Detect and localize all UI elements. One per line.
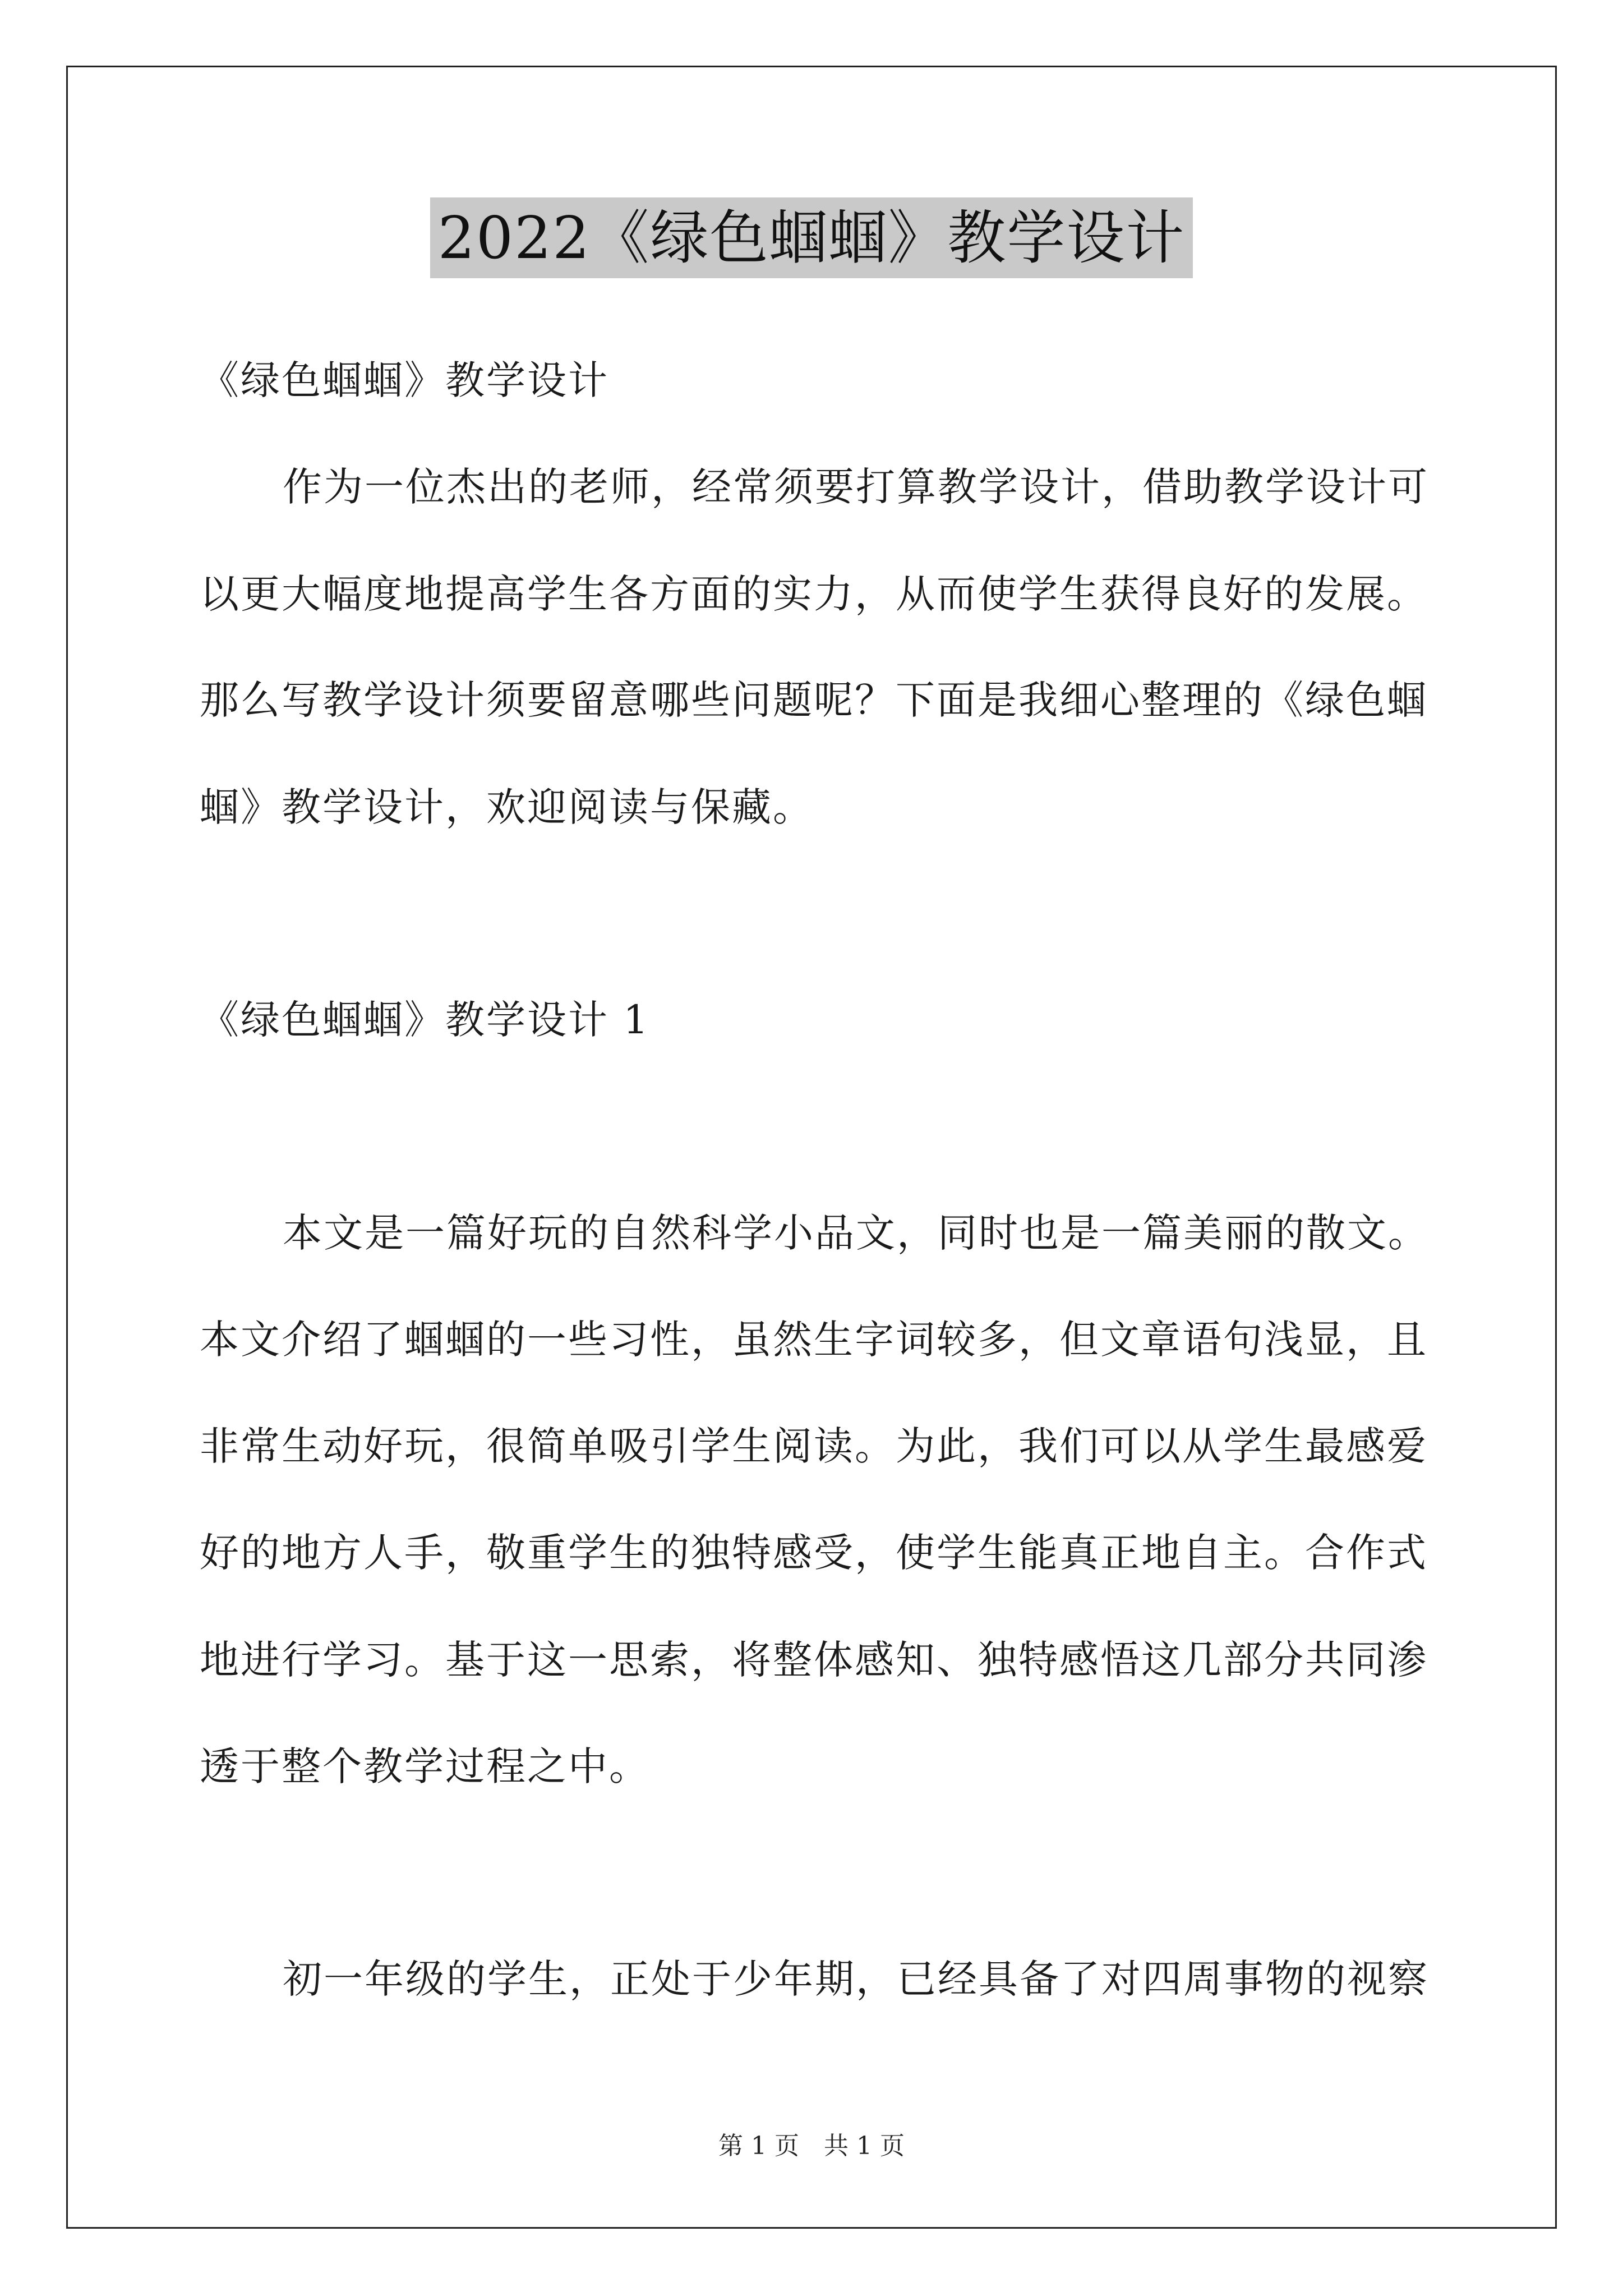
document-title: 2022《绿色蝈蝈》教学设计 [430, 197, 1193, 278]
body-line-7: 初一年级的学生，正处于少年期，已经具备了对四周事物的视察 [283, 1956, 1429, 2002]
body-line-5: 地进行学习。基于这一思索，将整体感知、独特感悟这几部分共同渗 [200, 1637, 1428, 1683]
body-line-1: 本文是一篇好玩的自然科学小品文，同时也是一篇美丽的散文。 [283, 1210, 1429, 1256]
intro-line-1: 作为一位杰出的老师，经常须要打算教学设计，借助教学设计可 [283, 464, 1429, 510]
intro-line-4: 蝈》教学设计，欢迎阅读与保藏。 [200, 784, 814, 830]
section-heading: 《绿色蝈蝈》教学设计 1 [200, 997, 650, 1043]
title-container [0, 197, 1623, 278]
body-line-4: 好的地方人手，敬重学生的独特感受，使学生能真正地自主。合作式 [200, 1530, 1428, 1576]
body-line-3: 非常生动好玩，很简单吸引学生阅读。为此，我们可以从学生最感爱 [200, 1423, 1428, 1469]
subtitle-line: 《绿色蝈蝈》教学设计 [200, 357, 609, 403]
intro-line-3: 那么写教学设计须要留意哪些问题呢？下面是我细心整理的《绿色蝈 [200, 677, 1428, 723]
intro-line-2: 以更大幅度地提高学生各方面的实力，从而使学生获得良好的发展。 [200, 571, 1428, 617]
page-footer: 第 1 页 共 1 页 [718, 2132, 905, 2160]
body-line-2: 本文介绍了蝈蝈的一些习性，虽然生字词较多，但文章语句浅显，且 [200, 1317, 1428, 1363]
body-line-6: 透于整个教学过程之中。 [200, 1743, 650, 1789]
